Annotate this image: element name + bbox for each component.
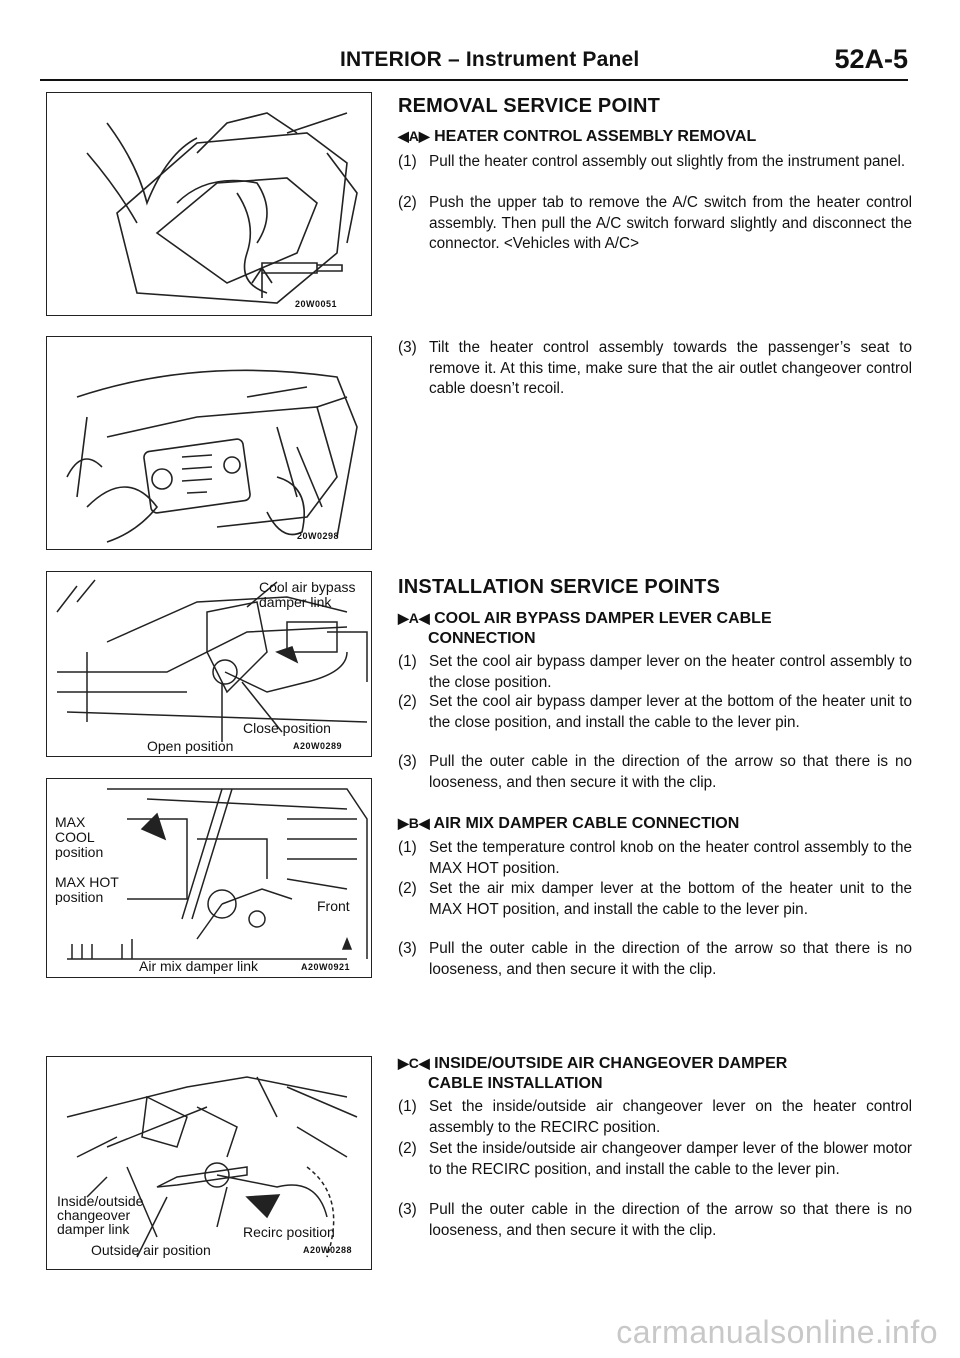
- figure-code: 20W0298: [297, 531, 340, 541]
- removal-heading: REMOVAL SERVICE POINT: [398, 95, 661, 117]
- figure-code: 20W0051: [295, 299, 338, 309]
- label-recirc-position: Recirc position: [243, 1224, 335, 1240]
- label-max-cool-position: MAX COOL position: [55, 814, 104, 860]
- text-column: [398, 0, 912, 1358]
- figure-heater-control-tilt: [46, 336, 372, 550]
- figure-code: A20W0921: [301, 962, 351, 972]
- section-b-heading: ▶B◀ AIR MIX DAMPER CABLE CONNECTION: [398, 815, 740, 832]
- section-a-heading: ▶A◀ COOL AIR BYPASS DAMPER LEVER CABLE CONNECTION: [398, 610, 772, 647]
- removal-subheading: [398, 126, 756, 147]
- label-air-mix-damper-link: Air mix damper link: [139, 958, 259, 974]
- section-b-step-1: (1) Set the temperature control knob on the heater control assembly to the MAX HOT position.: [398, 839, 912, 877]
- removal-subheading-text: HEATER CONTROL ASSEMBLY REMOVAL: [434, 128, 757, 145]
- section-c-step-1: (1) Set the inside/outside air changeover lever on the heater control assembly to the RECIRC position.: [398, 1098, 912, 1136]
- page-title: INTERIOR – Instrument Panel: [340, 48, 640, 71]
- label-inside-outside-changeover-damper-link: Inside/outside changeover damper link: [57, 1193, 144, 1237]
- label-max-hot-position: MAX HOT position: [55, 874, 119, 905]
- section-a-step-3: (3) Pull the outer cable in the direction of the arrow so that there is no looseness, and then secure it with the clip.: [398, 753, 912, 791]
- figure-inside-outside-changeover: [46, 1056, 372, 1270]
- label-front: Front: [317, 898, 350, 914]
- section-a-marker: ▶A◀: [398, 610, 430, 626]
- section-a-step-1: (1) Set the cool air bypass damper lever on the heater control assembly to the close position.: [398, 653, 912, 691]
- section-b-step-2: (2) Set the air mix damper lever at the bottom of the heater unit to the MAX HOT position, and install the cable to the lever pin.: [398, 880, 912, 918]
- figure-code: A20W0289: [293, 741, 343, 751]
- figure-heater-control-removal: [46, 92, 372, 316]
- figure-cool-air-bypass: [46, 571, 372, 757]
- figure-air-mix-damper: [46, 778, 372, 978]
- installation-heading: INSTALLATION SERVICE POINTS: [398, 576, 721, 598]
- illustration-hands-holding-control: [47, 337, 373, 551]
- removal-step-3: (3) Tilt the heater control assembly towards the passenger’s seat to remove it. At this time, make sure that the air outlet changeover control cable doesn’t recoil.: [398, 339, 912, 397]
- section-c-step-3: (3) Pull the outer cable in the direction of the arrow so that there is no looseness, and then secure it with the clip.: [398, 1201, 912, 1239]
- section-b-marker: ▶B◀: [398, 815, 430, 831]
- removal-step-1: (1) Pull the heater control assembly out slightly from the instrument panel.: [398, 153, 906, 170]
- label-cool-air-bypass-damper-link: Cool air bypass damper link: [259, 579, 356, 610]
- section-c-heading: ▶C◀ INSIDE/OUTSIDE AIR CHANGEOVER DAMPER CABLE INSTALLATION: [398, 1055, 788, 1092]
- removal-step-2: (2) Push the upper tab to remove the A/C switch from the heater control assembly. Then pull the A/C switch forward slightly and disconnect the connector. <Vehicles with A/C>: [398, 194, 912, 252]
- label-open-position: Open position: [147, 738, 234, 754]
- label-outside-air-position: Outside air position: [91, 1242, 211, 1258]
- section-a-step-2: (2) Set the cool air bypass damper lever at the bottom of the heater unit to the close position, and install the cable to the lever pin.: [398, 693, 912, 731]
- footer-watermark: carmanualsonline.info: [616, 1314, 938, 1350]
- section-c-marker: ▶C◀: [398, 1055, 430, 1071]
- label-close-position: Close position: [243, 720, 331, 736]
- illustration-dashboard-wiring: [47, 93, 373, 317]
- removal-marker: ◀A▶: [398, 128, 430, 144]
- section-c-step-2: (2) Set the inside/outside air changeover damper lever of the blower motor to the RECIRC position, and install the cable to the lever pin.: [398, 1140, 912, 1178]
- figure-code: A20W0288: [303, 1245, 353, 1255]
- section-b-step-3: (3) Pull the outer cable in the direction of the arrow so that there is no looseness, and then secure it with the clip.: [398, 940, 912, 978]
- page-number: 52A-5: [834, 44, 908, 74]
